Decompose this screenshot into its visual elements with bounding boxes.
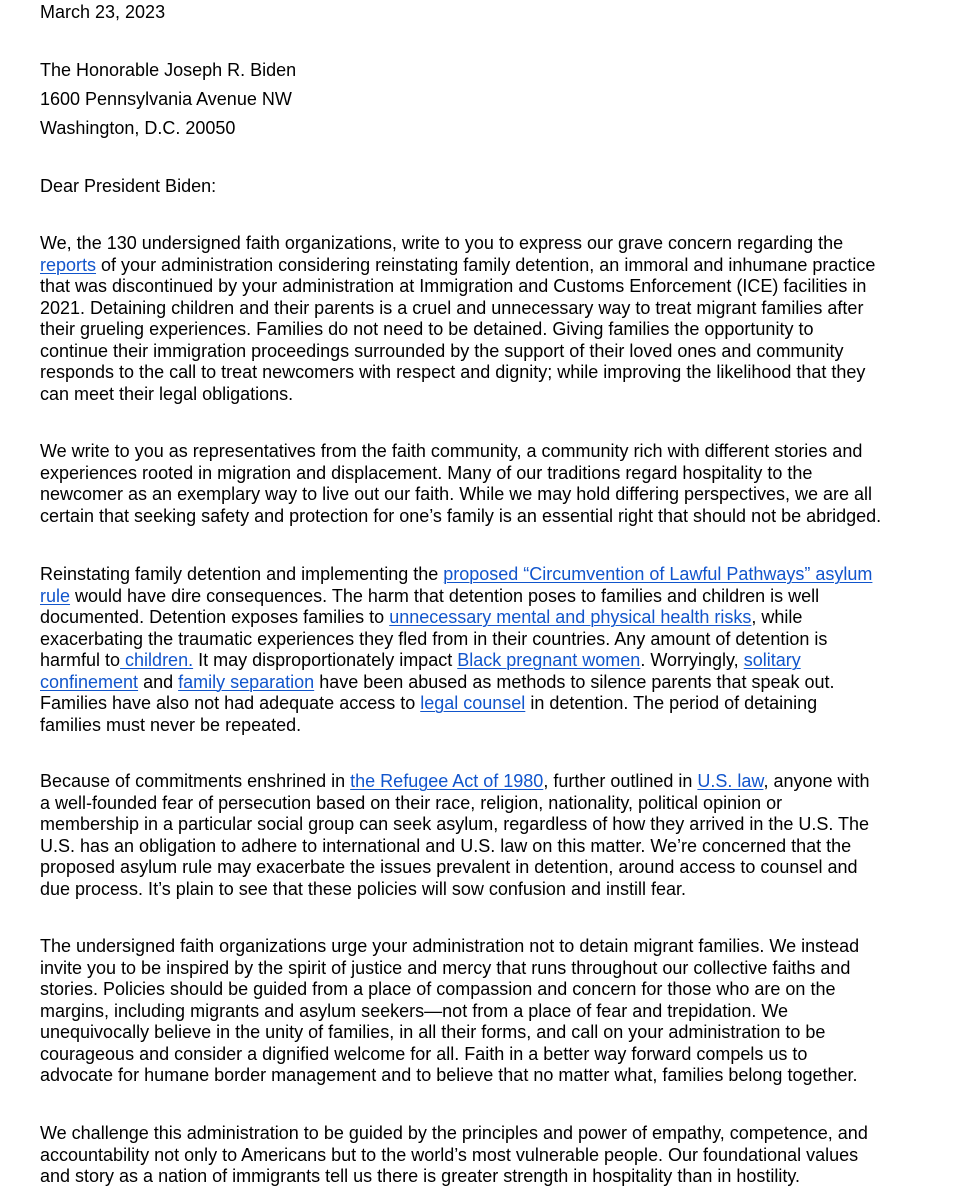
paragraph-line: margins, including migrants and asylum seekers—not from a place of fear and trepidation. We: [40, 1000, 789, 1021]
paragraph-line: Because of commitments enshrined in the Refugee Act of 1980, further outlined in U.S. law, anyone with: [40, 771, 870, 791]
paragraph-line: experiences rooted in migration and displacement. Many of our traditions regard hospitality to the: [40, 462, 813, 483]
recipient-city: Washington, D.C. 20050: [40, 118, 236, 138]
paragraph-line: that was discontinued by your administration at Immigration and Customs Enforcement (ICE) facilities in: [40, 276, 867, 296]
paragraph-line: We write to you as representatives from the faith community, a community rich with different stories and: [40, 441, 863, 461]
paragraph-line: U.S. has an obligation to adhere to international and U.S. law on this matter. We’re concerned that the: [40, 835, 852, 856]
paragraph-line: families must never be repeated.: [40, 714, 302, 735]
paragraph-line: confinement and family separation have been abused as methods to silence parents that speak out.: [40, 671, 835, 692]
paragraph-line: documented. Detention exposes families to unnecessary mental and physical health risks, while: [40, 607, 803, 627]
recipient-name: The Honorable Joseph R. Biden: [40, 60, 297, 80]
paragraph-line: membership in a particular social group can seek asylum, regardless of how they arrived in the U.S. The: [40, 814, 870, 834]
paragraph-line: continue their immigration proceedings surrounded by the support of their loved ones and community: [40, 340, 844, 361]
recipient-street: 1600 Pennsylvania Avenue NW: [40, 89, 292, 109]
paragraph-line: a well-founded fear of persecution based on their race, religion, nationality, political opinion or: [40, 792, 783, 813]
paragraph-line: certain that seeking safety and protection for one’s family is an essential right that should not be abridged.: [40, 505, 882, 526]
paragraph-6: [40, 1123, 932, 1188]
paragraph-5: [40, 936, 932, 1087]
paragraph-line: invite you to be inspired by the spirit of justice and mercy that runs throughout our collective faiths and: [40, 957, 851, 978]
paragraph-line: advocate for humane border management and to believe that no matter what, families belong together.: [40, 1065, 858, 1085]
paragraph-2: [40, 441, 932, 527]
refugee-act-link[interactable]: the Refugee Act of 1980: [350, 771, 544, 791]
paragraph-line: 2021. Detaining children and their parents is a cruel and unnecessary way to treat migrant families after: [40, 297, 864, 318]
asylum-rule-link-cont[interactable]: rule: [40, 585, 71, 606]
paragraph-4: [40, 771, 932, 900]
paragraph-line: harmful to children. It may disproportionately impact Black pregnant women. Worryingly, solitary: [40, 650, 801, 670]
paragraph-line: We challenge this administration to be guided by the principles and power of empathy, competence, and: [40, 1123, 868, 1143]
paragraph-line: proposed asylum rule may exacerbate the issues prevalent in detention, around access to counsel and: [40, 857, 858, 877]
paragraph-line: Families have also not had adequate access to legal counsel in detention. The period of detaining: [40, 693, 818, 713]
reports-link[interactable]: reports: [40, 254, 97, 275]
solitary-confinement-link[interactable]: solitary: [743, 650, 801, 670]
solitary-confinement-link-cont[interactable]: confinement: [40, 671, 139, 692]
paragraph-line: reports of your administration considering reinstating family detention, an immoral and inhumane practice: [40, 254, 876, 275]
legal-counsel-link[interactable]: legal counsel: [420, 693, 526, 713]
paragraph-line: can meet their legal obligations.: [40, 383, 294, 404]
paragraph-line: due process. It’s plain to see that these policies will sow confusion and instill fear.: [40, 878, 687, 899]
paragraph-line: rule would have dire consequences. The harm that detention poses to families and children is well: [40, 585, 820, 606]
us-law-link[interactable]: U.S. law: [697, 771, 764, 791]
paragraph-line: We, the 130 undersigned faith organizations, write to you to express our grave concern regarding the: [40, 233, 844, 253]
paragraph-line: unequivocally believe in the unity of families, in all their forms, and call on your administration to be: [40, 1022, 826, 1042]
children-link[interactable]: children.: [120, 650, 194, 670]
salutation: Dear President Biden:: [40, 176, 217, 196]
paragraph-line: newcomer as an exemplary way to live out our faith. While we may hold differing perspectives, we are all: [40, 484, 873, 504]
paragraph-line: accountability not only to Americans but to the world’s most vulnerable people. Our foundational values: [40, 1144, 859, 1165]
health-risks-link[interactable]: unnecessary mental and physical health risks: [389, 607, 752, 627]
paragraph-line: their grueling experiences. Families do not need to be detained. Giving families the opportunity to: [40, 319, 814, 339]
paragraph-line: Reinstating family detention and implementing the proposed “Circumvention of Lawful Pathways” asylum: [40, 564, 873, 584]
paragraph-line: courageous and consider a dignified welcome for all. Faith in a better way forward compels us to: [40, 1043, 808, 1064]
paragraph-line: stories. Policies should be guided from a place of compassion and concern for those who are on the: [40, 979, 836, 999]
paragraph-1: [40, 233, 932, 405]
paragraph-line: The undersigned faith organizations urge your administration not to detain migrant families. We instead: [40, 936, 860, 956]
paragraph-3: [40, 564, 932, 736]
letter-date: March 23, 2023: [40, 2, 166, 22]
asylum-rule-link[interactable]: proposed “Circumvention of Lawful Pathways” asylum: [443, 564, 873, 584]
paragraph-line: exacerbating the traumatic experiences they fled from in their countries. Any amount of detention is: [40, 628, 828, 649]
paragraph-line: and story as a nation of immigrants tell us there is greater strength in hospitality than in hostility.: [40, 1166, 801, 1186]
black-pregnant-women-link[interactable]: Black pregnant women: [457, 650, 641, 670]
paragraph-line: responds to the call to treat newcomers with respect and dignity; while improving the likelihood that they: [40, 362, 866, 382]
family-separation-link[interactable]: family separation: [178, 671, 315, 692]
